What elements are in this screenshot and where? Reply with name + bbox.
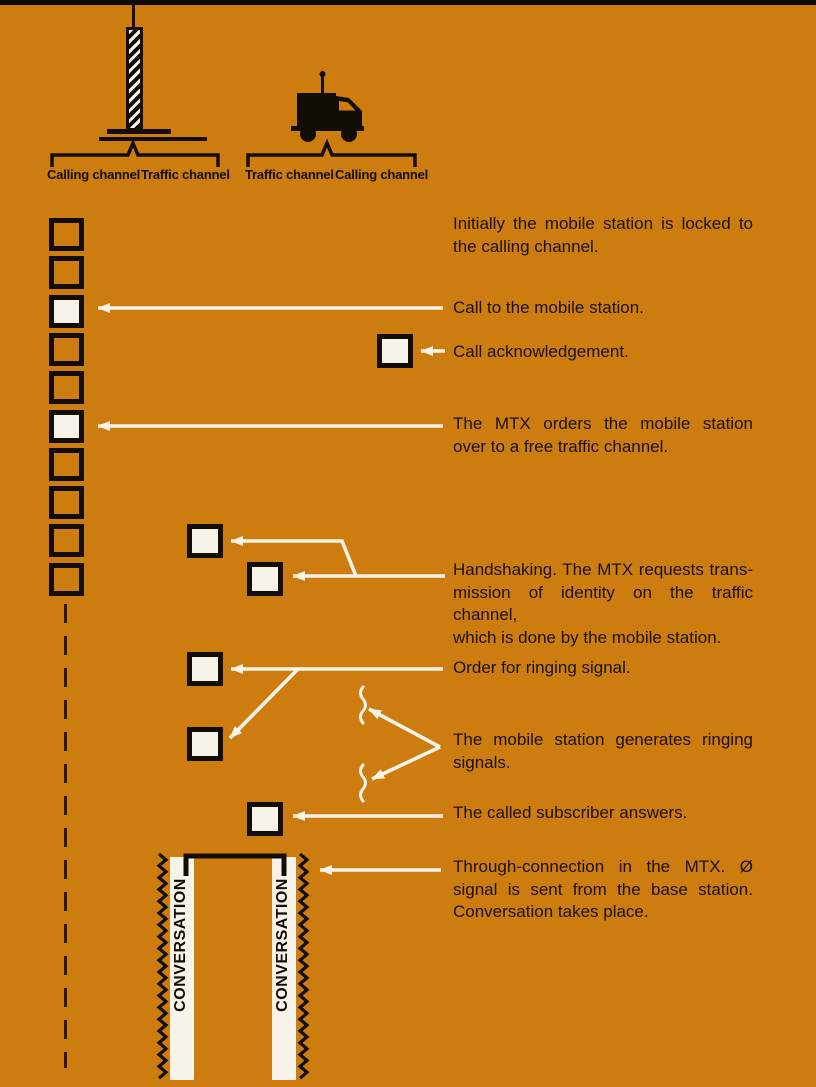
caption-line: The mobile station generates ringing [453,730,753,749]
caption-call-ack [453,341,753,364]
caption-line: Initially the mobile station is locked to [453,214,753,233]
base-channels-brace [52,143,218,167]
ringing-signal-arrow-up [369,709,440,747]
mobile-channels-brace [248,143,415,167]
caption-call-to-mobile [453,297,753,320]
handshake-arrow-branch [231,541,356,576]
caption-line: The MTX orders the mobile station [453,414,753,433]
caption-subscriber-answers [453,802,753,825]
caption-line: signal is sent from the base station. [453,879,753,899]
caption-line: Call acknowledgement. [453,342,629,361]
caption-ringing-order [453,657,753,680]
label-mobile-calling-channel: Calling channel [335,167,429,182]
caption-line: the calling channel. [453,236,599,256]
caption-line: over to a free traffic channel. [453,436,669,456]
caption-line: Handshaking. The MTX requests trans- [453,560,753,579]
caption-line: which is done by the mobile station. [453,627,722,647]
caption-line: signals. [453,752,511,772]
conversation-label-base: CONVERSATION [172,878,189,1012]
caption-line: mission of identity on the traffic channel, [453,582,753,624]
caption-line: Call to the mobile station. [453,298,644,317]
caption-line: Through-connection in the MTX. Ø [453,857,753,876]
label-base-traffic-channel: Traffic channel [141,167,230,182]
ringing-squiggle-top [361,687,366,723]
caption-initial-lock [453,213,753,258]
conversation-zigzag-left [159,854,166,1078]
conversation-zigzag-right [300,854,307,1078]
label-mobile-traffic-channel: Traffic channel [245,167,334,182]
conversation-label-mobile: CONVERSATION [274,878,291,1012]
ringing-signal-arrow-down [372,747,440,779]
label-base-calling-channel: Calling channel [47,167,141,182]
ringing-squiggle-bottom [361,765,366,801]
caption-line: The called subscriber answers. [453,803,688,822]
ringing-order-branch-arrow [230,669,298,738]
caption-through-connection [453,856,753,924]
caption-line: Order for ringing signal. [453,658,631,677]
caption-line: Conversation takes place. [453,902,649,921]
caption-handshaking [453,559,753,649]
caption-order-traffic [453,413,753,458]
conversation-link-bracket [186,856,284,876]
caption-ringing-generated [453,729,753,774]
